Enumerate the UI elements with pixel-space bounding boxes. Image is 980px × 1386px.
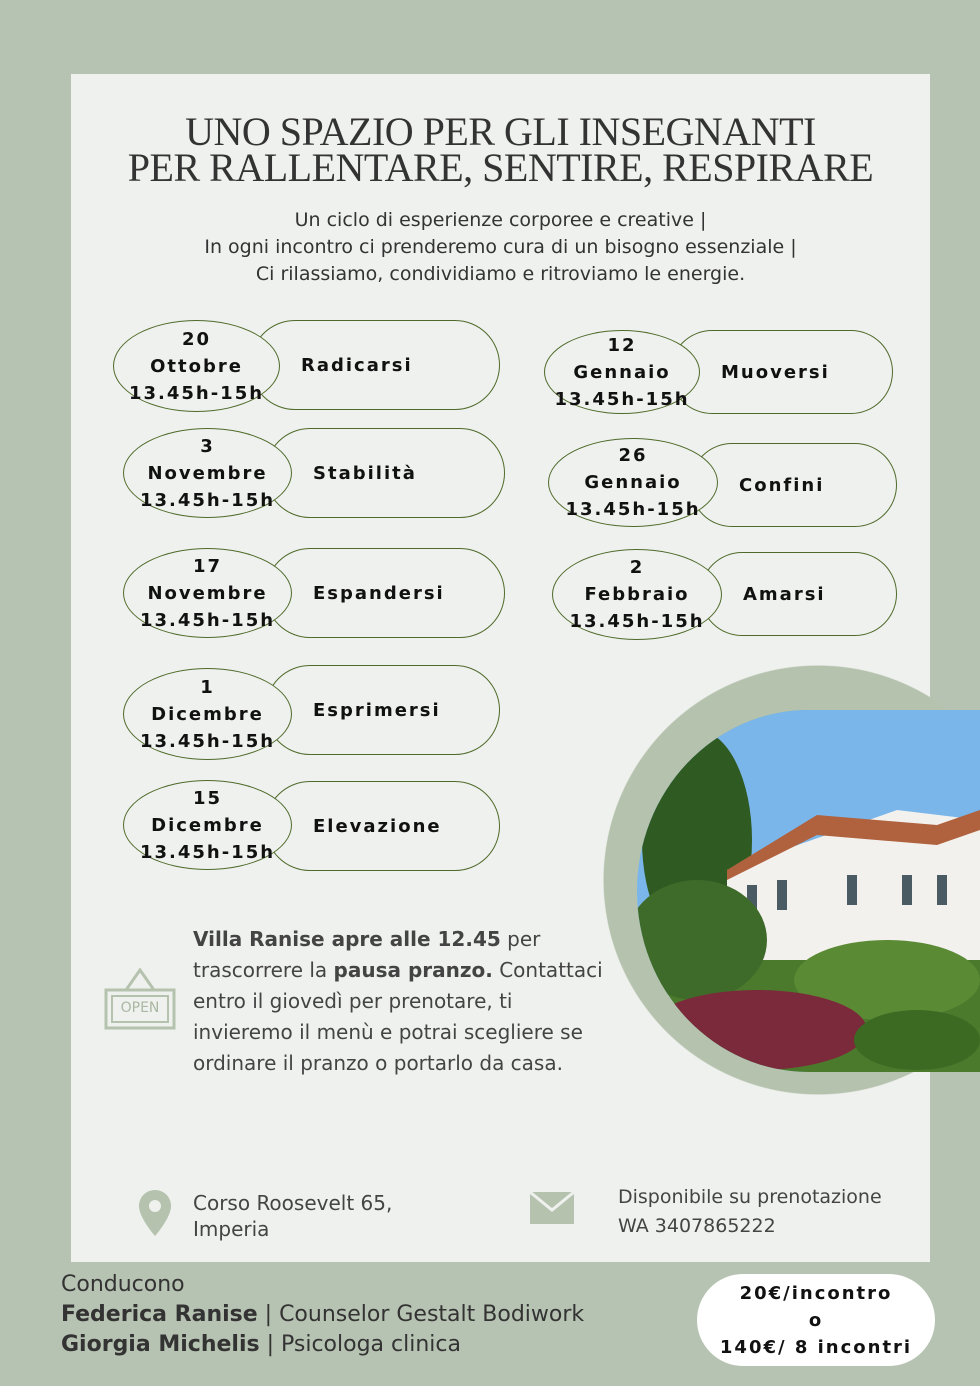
session-time: 13.45h-15h xyxy=(554,388,690,410)
session-time: 13.45h-15h xyxy=(139,841,276,863)
session-month: Novembre xyxy=(147,462,268,484)
session-theme-pill xyxy=(265,548,505,638)
whatsapp-number: WA 3407865222 xyxy=(618,1215,776,1237)
session-theme-pill xyxy=(265,781,500,871)
session-date xyxy=(544,330,700,414)
subtitle-line: Un ciclo di esperienze corporee e creative | xyxy=(294,209,707,231)
lunch-text: Contattaci entro il giovedì per prenotare, ti invieremo il menù e potrai scegliere se ordinare il pranzo o portarlo da casa. xyxy=(193,958,603,1075)
session-theme-pill xyxy=(250,320,500,410)
mail-icon xyxy=(530,1192,574,1228)
session-day: 17 xyxy=(192,555,223,577)
lunch-info xyxy=(193,924,613,1079)
session-time: 13.45h-15h xyxy=(139,609,276,631)
session-theme: Espandersi xyxy=(313,582,445,604)
conductor-name: Giorgia Michelis xyxy=(61,1332,260,1357)
session-day: 1 xyxy=(200,676,215,698)
booking-line: Disponibile su prenotazione xyxy=(618,1186,882,1208)
villa-photo xyxy=(637,710,980,1072)
session-month: Febbraio xyxy=(584,584,690,605)
conductor-role: | Counselor Gestalt Bodiwork xyxy=(257,1302,585,1327)
price-line: 20€/incontro xyxy=(739,1282,893,1304)
subtitle-line: Ci rilassiamo, condividiamo e ritroviamo le energie. xyxy=(255,263,746,285)
address-line: Imperia xyxy=(193,1217,270,1241)
session-month: Gennaio xyxy=(573,361,671,383)
session-theme: Confini xyxy=(739,474,825,496)
session-theme: Elevazione xyxy=(313,815,442,837)
title-line: UNO SPAZIO PER GLI INSEGNANTI xyxy=(185,109,816,154)
open-sign-icon xyxy=(104,968,176,1036)
session-theme-pill xyxy=(700,552,897,636)
subtitle-line: In ogni incontro ci prenderemo cura di un bisogno essenziale | xyxy=(204,236,797,258)
session-date xyxy=(123,780,292,870)
session-date xyxy=(123,668,292,760)
conductor-role: | Psicologa clinica xyxy=(259,1332,461,1357)
session-date xyxy=(123,428,292,518)
session-month: Dicembre xyxy=(151,703,264,725)
session-day: 3 xyxy=(200,435,215,457)
session-day: 20 xyxy=(181,328,212,350)
session-time: 13.45h-15h xyxy=(569,611,705,632)
conductors-label: Conducono xyxy=(61,1272,185,1297)
session-theme: Muoversi xyxy=(721,361,830,383)
subtitle xyxy=(71,207,930,288)
session-time: 13.45h-15h xyxy=(139,730,276,752)
session-theme-pill xyxy=(670,330,893,414)
price-line: o xyxy=(808,1309,824,1331)
session-day: 12 xyxy=(607,334,637,356)
session-theme: Amarsi xyxy=(743,583,826,605)
session-time: 13.45h-15h xyxy=(139,489,276,511)
session-theme: Stabilità xyxy=(313,462,417,484)
price-badge xyxy=(697,1274,935,1366)
location-pin-icon xyxy=(139,1190,171,1240)
session-month: Dicembre xyxy=(151,814,264,836)
open-sign-text: OPEN xyxy=(120,1000,160,1016)
session-day: 2 xyxy=(629,557,645,578)
lunch-bold: pausa pranzo. xyxy=(333,958,493,982)
session-date xyxy=(552,549,722,640)
session-date xyxy=(548,438,718,527)
session-date xyxy=(113,320,280,412)
title-line: PER RALLENTARE, SENTIRE, RESPIRARE xyxy=(127,145,874,190)
session-day: 26 xyxy=(618,445,648,466)
flyer-title xyxy=(71,109,930,190)
session-theme-pill xyxy=(265,428,505,518)
session-time: 13.45h-15h xyxy=(565,499,701,520)
session-month: Gennaio xyxy=(584,472,682,493)
session-day: 15 xyxy=(192,787,223,809)
conductor-name: Federica Ranise xyxy=(61,1302,258,1327)
session-theme-pill xyxy=(265,665,500,755)
lunch-text: per trascorrere la xyxy=(193,927,541,982)
session-theme-pill xyxy=(690,443,897,527)
booking-info xyxy=(618,1183,882,1241)
session-theme: Radicarsi xyxy=(301,354,413,376)
session-date xyxy=(123,548,292,638)
address-line: Corso Roosevelt 65, xyxy=(193,1191,393,1215)
lunch-bold: Villa Ranise apre alle 12.45 xyxy=(193,927,501,951)
session-month: Ottobre xyxy=(150,355,243,377)
conductors xyxy=(61,1270,584,1360)
session-time: 13.45h-15h xyxy=(128,382,265,404)
address xyxy=(193,1190,392,1242)
session-theme: Esprimersi xyxy=(313,699,441,721)
session-month: Novembre xyxy=(147,582,268,604)
price-line: 140€/ 8 incontri xyxy=(719,1336,913,1358)
